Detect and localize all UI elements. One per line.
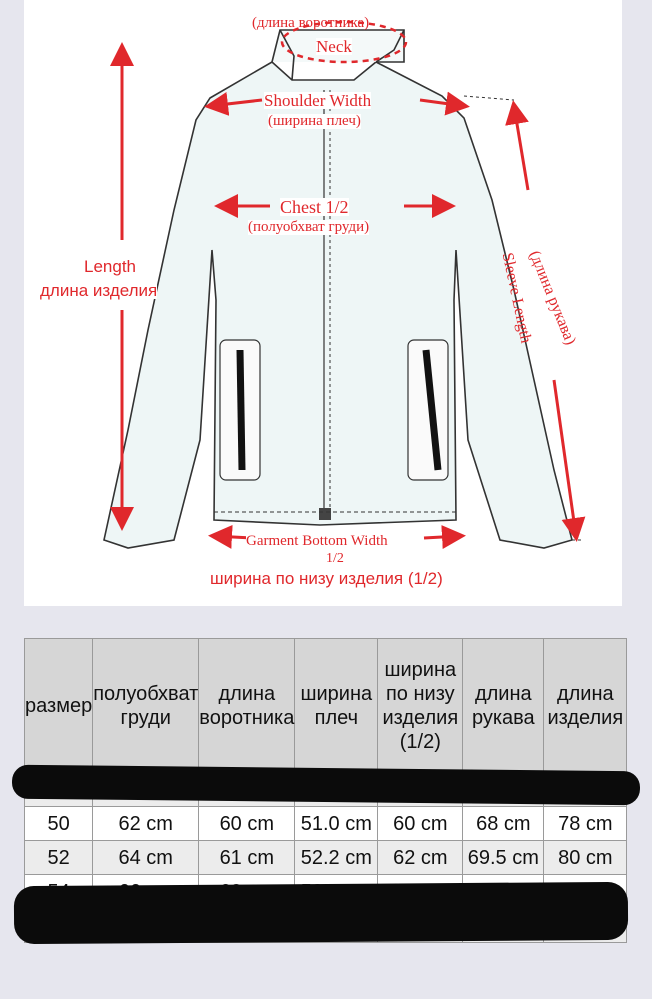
column-header-shoulder: ширина плеч bbox=[295, 639, 378, 773]
column-header-chest: полуобхват груди bbox=[93, 639, 199, 773]
cell-length: 80 cm bbox=[544, 841, 627, 875]
cell-length: 78 cm bbox=[544, 807, 627, 841]
chest-label-en: Chest 1/2 bbox=[280, 197, 349, 217]
shoulder-label-en: Shoulder Width bbox=[264, 91, 372, 110]
table-header-row bbox=[25, 639, 627, 773]
column-header-size: размер bbox=[25, 639, 93, 773]
column-header-bottom: ширина по низу изделия (1/2) bbox=[378, 639, 463, 773]
cell-sleeve: 69.5 cm bbox=[463, 841, 544, 875]
bottom-label-ru: ширина по низу изделия (1/2) bbox=[210, 569, 443, 588]
column-header-collar: длина воротника bbox=[199, 639, 295, 773]
sleeve-label-en: Sleeve Length bbox=[498, 251, 535, 345]
bottom-label-en-2: 1/2 bbox=[326, 551, 344, 566]
column-header-sleeve: длина рукава bbox=[463, 639, 544, 773]
left-pocket bbox=[220, 340, 260, 480]
cell-chest: 62 cm bbox=[93, 807, 199, 841]
length-label-ru: длина изделия bbox=[40, 281, 158, 300]
shoulder-label-ru: (ширина плеч) bbox=[268, 113, 361, 129]
jacket-measurement-diagram bbox=[24, 0, 622, 606]
cell-shoulder: 52.2 cm bbox=[295, 841, 378, 875]
cell-sleeve: 68 cm bbox=[463, 807, 544, 841]
redaction-mark-bottom bbox=[14, 882, 628, 944]
right-pocket bbox=[408, 340, 448, 480]
table-row bbox=[25, 807, 627, 841]
sleeve-label-ru: (длина рукава) bbox=[525, 248, 579, 348]
column-header-length: длина изделия bbox=[544, 639, 627, 773]
neck-label-en: Neck bbox=[316, 37, 352, 56]
cell-shoulder: 51.0 cm bbox=[295, 807, 378, 841]
table-row bbox=[25, 841, 627, 875]
collar-label-ru: (длина воротника) bbox=[252, 15, 370, 31]
bottom-arrow-right bbox=[424, 536, 460, 538]
cell-bottom: 60 cm bbox=[378, 807, 463, 841]
cell-size: 52 bbox=[25, 841, 93, 875]
redaction-mark-top bbox=[12, 765, 640, 806]
bottom-label-en-1: Garment Bottom Width bbox=[246, 533, 388, 549]
length-label-en: Length bbox=[84, 257, 136, 276]
sleeve-arrow-up bbox=[514, 106, 528, 190]
cell-bottom: 62 cm bbox=[378, 841, 463, 875]
chest-label-ru: (полуобхват груди) bbox=[248, 219, 370, 235]
cell-chest: 64 cm bbox=[93, 841, 199, 875]
cell-collar: 61 cm bbox=[199, 841, 295, 875]
cell-size: 50 bbox=[25, 807, 93, 841]
cell-collar: 60 cm bbox=[199, 807, 295, 841]
zipper-pull bbox=[319, 508, 331, 520]
